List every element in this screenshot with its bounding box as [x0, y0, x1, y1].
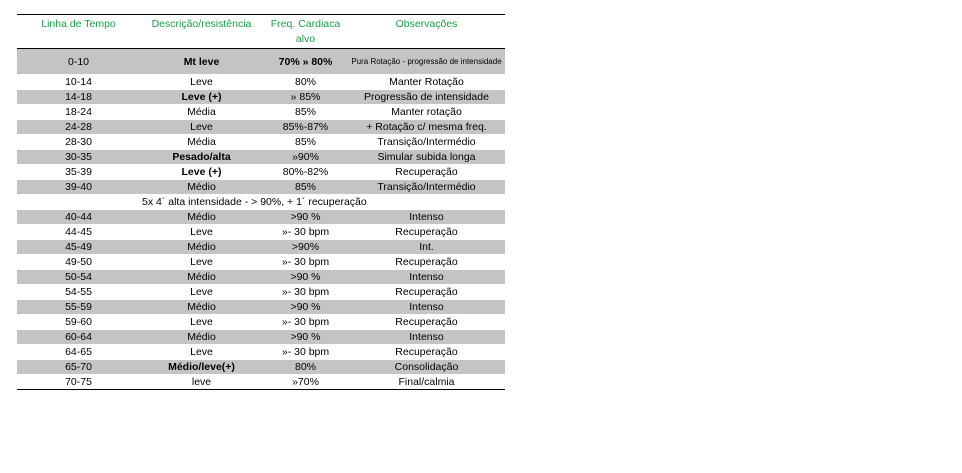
cell-description: Mt leve [140, 49, 263, 75]
table-row [17, 270, 505, 285]
header-observations: Observações [348, 15, 505, 49]
table-row [17, 240, 505, 255]
cell-heart-rate: »70% [263, 375, 348, 390]
cell-time: 54-55 [17, 285, 140, 300]
cell-heart-rate: 80%-82% [263, 165, 348, 180]
table-row [17, 90, 505, 105]
cell-observations: Recuperação [348, 315, 505, 330]
table-row [17, 315, 505, 330]
cell-observations: Intenso [348, 270, 505, 285]
cell-observations: Transição/Intermédio [348, 180, 505, 195]
cell-observations: Int. [348, 240, 505, 255]
cell-description: Leve [140, 255, 263, 270]
cell-time: 18-24 [17, 105, 140, 120]
table-row [17, 345, 505, 360]
table-row [17, 285, 505, 300]
cell-time: 14-18 [17, 90, 140, 105]
cell-description: Leve [140, 285, 263, 300]
table-row [17, 360, 505, 375]
cell-observations: + Rotação c/ mesma freq. [348, 120, 505, 135]
table-row [17, 75, 505, 90]
cell-heart-rate: 70% » 80% [263, 49, 348, 75]
cell-observations: Simular subida longa [348, 150, 505, 165]
cell-time: 28-30 [17, 135, 140, 150]
cell-description: Média [140, 135, 263, 150]
table-row [17, 150, 505, 165]
header-row [17, 15, 505, 49]
cell-heart-rate: »- 30 bpm [263, 285, 348, 300]
cell-heart-rate: »- 30 bpm [263, 315, 348, 330]
cell-description: Médio [140, 330, 263, 345]
cell-description: Leve [140, 75, 263, 90]
table-row [17, 210, 505, 225]
table-row [17, 375, 505, 390]
interval-note: 5x 4´ alta intensidade - > 90%, + 1´ recuperação [17, 195, 505, 210]
cell-time: 0-10 [17, 49, 140, 75]
cell-description: Média [140, 105, 263, 120]
cell-description: Pesado/alta [140, 150, 263, 165]
cell-time: 30-35 [17, 150, 140, 165]
cell-description: Médio [140, 240, 263, 255]
cell-time: 10-14 [17, 75, 140, 90]
cell-description: Médio [140, 270, 263, 285]
cell-description: Leve (+) [140, 165, 263, 180]
table-row [17, 165, 505, 180]
cell-time: 59-60 [17, 315, 140, 330]
cell-observations: Intenso [348, 330, 505, 345]
cell-observations: Intenso [348, 300, 505, 315]
cell-observations: Manter rotação [348, 105, 505, 120]
cell-heart-rate: 80% [263, 75, 348, 90]
header-description: Descrição/resistência [140, 15, 263, 49]
table-row [17, 120, 505, 135]
cell-description: Médio [140, 300, 263, 315]
cell-heart-rate: 85% [263, 180, 348, 195]
cell-description: Leve (+) [140, 90, 263, 105]
cell-heart-rate: >90 % [263, 300, 348, 315]
cell-observations: Consolidação [348, 360, 505, 375]
cell-time: 60-64 [17, 330, 140, 345]
cell-heart-rate: 85%-87% [263, 120, 348, 135]
cell-observations: Recuperação [348, 285, 505, 300]
cell-heart-rate: » 85% [263, 90, 348, 105]
cell-heart-rate: »- 30 bpm [263, 225, 348, 240]
table-row [17, 180, 505, 195]
cell-description: Leve [140, 120, 263, 135]
interval-note-row [17, 195, 505, 210]
cell-time: 24-28 [17, 120, 140, 135]
cell-heart-rate: »- 30 bpm [263, 255, 348, 270]
cell-time: 50-54 [17, 270, 140, 285]
cell-time: 64-65 [17, 345, 140, 360]
table-row [17, 330, 505, 345]
cell-description: leve [140, 375, 263, 390]
cell-observations: Recuperação [348, 255, 505, 270]
header-heart-rate: Freq. Cardiaca alvo [263, 15, 348, 49]
cell-observations: Intenso [348, 210, 505, 225]
cell-time: 70-75 [17, 375, 140, 390]
table-row [17, 225, 505, 240]
cell-description: Médio [140, 180, 263, 195]
cell-observations: Recuperação [348, 165, 505, 180]
table-row [17, 105, 505, 120]
cell-heart-rate: »- 30 bpm [263, 345, 348, 360]
cell-description: Leve [140, 225, 263, 240]
cell-heart-rate: 80% [263, 360, 348, 375]
cell-description: Leve [140, 345, 263, 360]
cell-observations: Progressão de intensidade [348, 90, 505, 105]
header-time: Linha de Tempo [17, 15, 140, 49]
cell-time: 65-70 [17, 360, 140, 375]
cell-observations: Recuperação [348, 345, 505, 360]
cell-time: 49-50 [17, 255, 140, 270]
cell-time: 40-44 [17, 210, 140, 225]
cell-heart-rate: >90 % [263, 330, 348, 345]
cell-time: 45-49 [17, 240, 140, 255]
cell-time: 55-59 [17, 300, 140, 315]
table-row [17, 255, 505, 270]
cell-observations: Recuperação [348, 225, 505, 240]
cell-heart-rate: 85% [263, 135, 348, 150]
cell-description: Leve [140, 315, 263, 330]
cell-observations: Pura Rotação - progressão de intensidade [348, 49, 505, 75]
table-row [17, 135, 505, 150]
cell-heart-rate: »90% [263, 150, 348, 165]
cell-heart-rate: >90 % [263, 270, 348, 285]
table-row [17, 49, 505, 75]
cell-description: Médio/leve(+) [140, 360, 263, 375]
cell-observations: Transição/Intermédio [348, 135, 505, 150]
cell-description: Médio [140, 210, 263, 225]
table-row [17, 300, 505, 315]
cell-heart-rate: >90% [263, 240, 348, 255]
training-table [17, 14, 505, 390]
cell-heart-rate: >90 % [263, 210, 348, 225]
cell-heart-rate: 85% [263, 105, 348, 120]
cell-observations: Final/calmia [348, 375, 505, 390]
cell-time: 39-40 [17, 180, 140, 195]
cell-time: 44-45 [17, 225, 140, 240]
cell-time: 35-39 [17, 165, 140, 180]
cell-observations: Manter Rotação [348, 75, 505, 90]
